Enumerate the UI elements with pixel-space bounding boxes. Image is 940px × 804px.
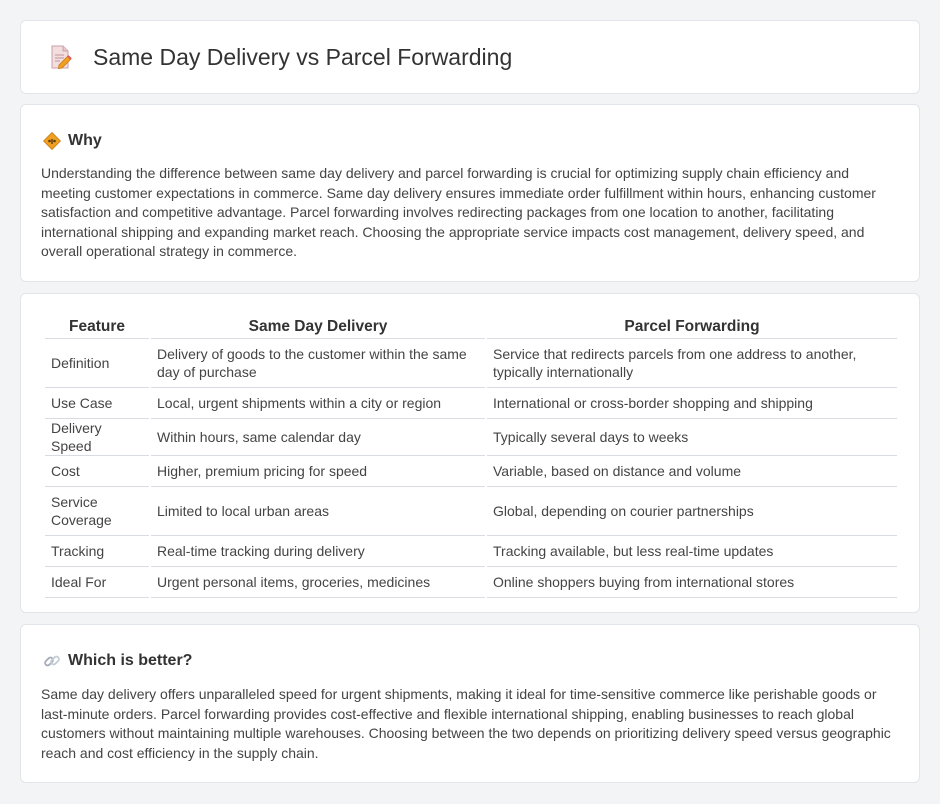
page-title: Same Day Delivery vs Parcel Forwarding	[93, 43, 513, 70]
feature-cell: Delivery Speed	[45, 419, 149, 456]
parcel-forwarding-cell: Typically several days to weeks	[487, 419, 897, 456]
same-day-cell: Limited to local urban areas	[151, 487, 485, 536]
comparison-card	[20, 293, 920, 613]
document-pencil-icon	[47, 44, 73, 70]
same-day-cell: Higher, premium pricing for speed	[151, 456, 485, 487]
same-day-cell: Within hours, same calendar day	[151, 419, 485, 456]
same-day-cell: Real-time tracking during delivery	[151, 536, 485, 567]
why-title: Why	[68, 132, 102, 149]
parcel-forwarding-cell: International or cross-border shopping and shipping	[487, 388, 897, 419]
diamond-signpost-icon	[43, 132, 61, 150]
feature-cell: Use Case	[45, 388, 149, 419]
link-icon	[43, 652, 61, 670]
which-is-better-title: Which is better?	[68, 652, 193, 669]
why-paragraph: Understanding the difference between same day delivery and parcel forwarding is crucial for optimizing supply chain efficiency and meeting customer expectations in commerce. Same day delivery ensures immediate order fulfillment within hours, enhancing customer satisfaction and competitive advantage. Parcel forwarding involves redirecting packages from one location to another, facilitating international shipping and expanding market reach. Choosing the appropriate service impacts cost management, delivery speed, and overall operational strategy in commerce.	[41, 165, 876, 260]
table-row	[45, 419, 897, 456]
which-is-better-paragraph: Same day delivery offers unparalleled speed for urgent shipments, making it ideal for time-sensitive commerce like perishable goods or last-minute orders. Parcel forwarding provides cost-effective and flexible international shipping, enabling businesses to reach global customers without maintaining multiple warehouses. Choosing between the two depends on prioritizing delivery speed versus geographic reach and cost efficiency in the supply chain.	[41, 686, 891, 761]
parcel-forwarding-cell: Tracking available, but less real-time updates	[487, 536, 897, 567]
table-row	[45, 487, 897, 536]
which-is-better-card	[20, 624, 920, 783]
feature-cell: Tracking	[45, 536, 149, 567]
table-row	[45, 388, 897, 419]
table-row	[45, 339, 897, 388]
feature-cell: Ideal For	[45, 567, 149, 598]
feature-cell: Definition	[45, 339, 149, 388]
header-feature: Feature	[45, 314, 149, 339]
table-header-row	[45, 314, 897, 339]
same-day-cell: Delivery of goods to the customer within the same day of purchase	[151, 339, 485, 388]
header-parcel-forwarding: Parcel Forwarding	[487, 314, 897, 339]
feature-cell: Cost	[45, 456, 149, 487]
parcel-forwarding-cell: Online shoppers buying from international stores	[487, 567, 897, 598]
feature-cell: Service Coverage	[45, 487, 149, 536]
why-card	[20, 104, 920, 282]
header-card	[20, 20, 920, 94]
header-same-day-delivery: Same Day Delivery	[151, 314, 485, 339]
table-row	[45, 536, 897, 567]
same-day-cell: Local, urgent shipments within a city or region	[151, 388, 485, 419]
same-day-cell: Urgent personal items, groceries, medicines	[151, 567, 485, 598]
parcel-forwarding-cell: Variable, based on distance and volume	[487, 456, 897, 487]
table-row	[45, 567, 897, 598]
comparison-table	[43, 314, 899, 598]
table-row	[45, 456, 897, 487]
parcel-forwarding-cell: Service that redirects parcels from one address to another, typically internationally	[487, 339, 897, 388]
parcel-forwarding-cell: Global, depending on courier partnerships	[487, 487, 897, 536]
